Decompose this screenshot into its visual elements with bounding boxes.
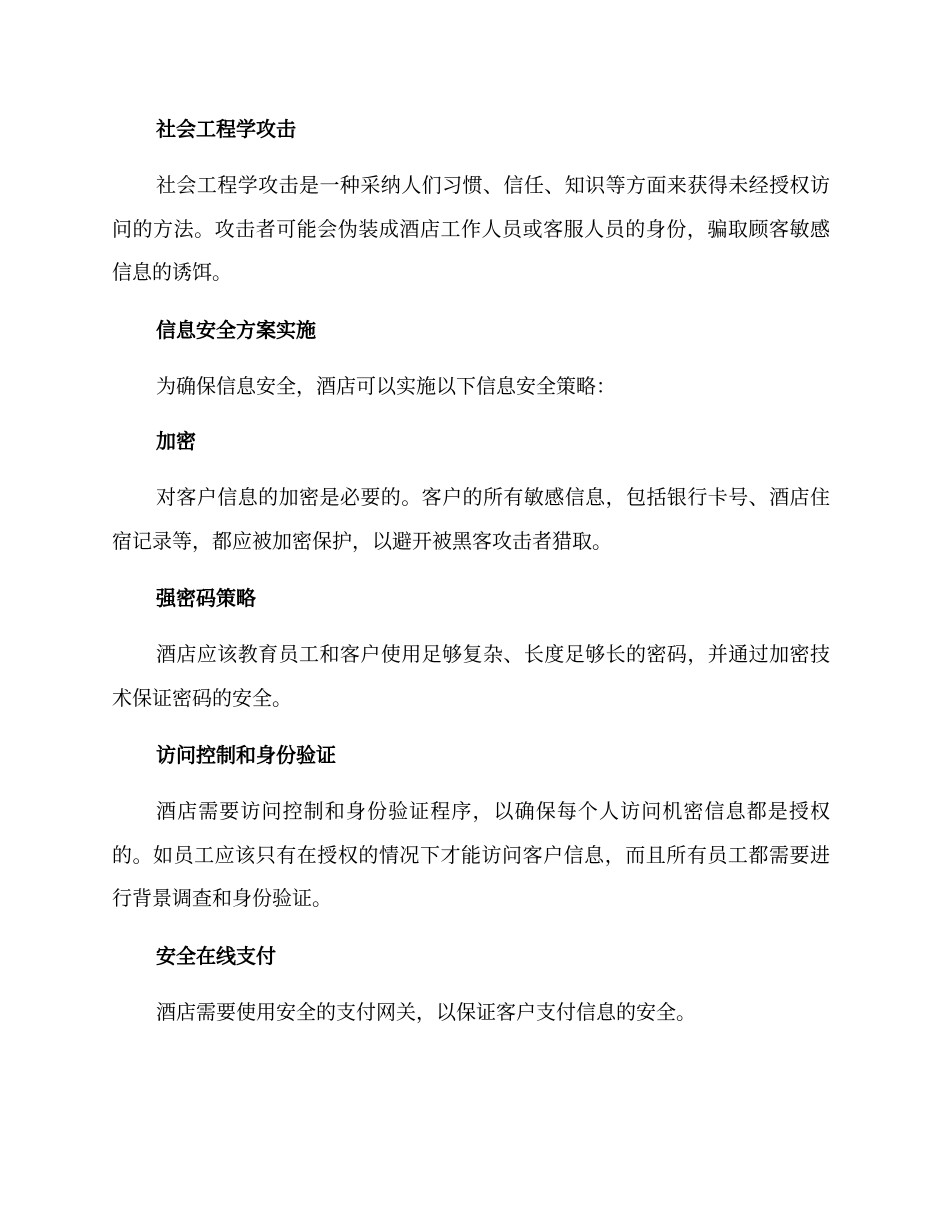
- section-heading-social-engineering: 社会工程学攻击: [156, 117, 296, 141]
- section-heading-strong-password: 强密码策略: [156, 586, 256, 610]
- section-heading-secure-payment: 安全在线支付: [156, 943, 276, 968]
- section-heading-security-plan: 信息安全方案实施: [156, 317, 316, 342]
- section-body-secure-payment: 酒店需要使用安全的支付网关，以保证客户支付信息的安全。: [156, 999, 696, 1024]
- section-heading-access-control: 访问控制和身份验证: [156, 743, 336, 767]
- section-body-strong-password: 酒店应该教育员工和客户使用足够复杂、长度足够长的密码，并通过加密技术保证密码的安全。: [112, 642, 830, 710]
- section-body-encryption: 对客户信息的加密是必要的。客户的所有敏感信息，包括银行卡号、酒店住宿记录等，都应被加密保护，以避开被黑客攻击者猎取。: [112, 485, 830, 553]
- section-heading-encryption: 加密: [156, 429, 196, 453]
- section-body-security-plan: 为确保信息安全，酒店可以实施以下信息安全策略：: [156, 373, 616, 398]
- section-body-access-control: 酒店需要访问控制和身份验证程序，以确保每个人访问机密信息都是授权的。如员工应该只有在授权的情况下才能访问客户信息，而且所有员工都需要进行背景调查和身份验证。: [112, 799, 830, 910]
- section-body-social-engineering: 社会工程学攻击是一种采纳人们习惯、信任、知识等方面来获得未经授权访问的方法。攻击者可能会伪装成酒店工作人员或客服人员的身份，骗取顾客敏感信息的诱饵。: [112, 173, 830, 284]
